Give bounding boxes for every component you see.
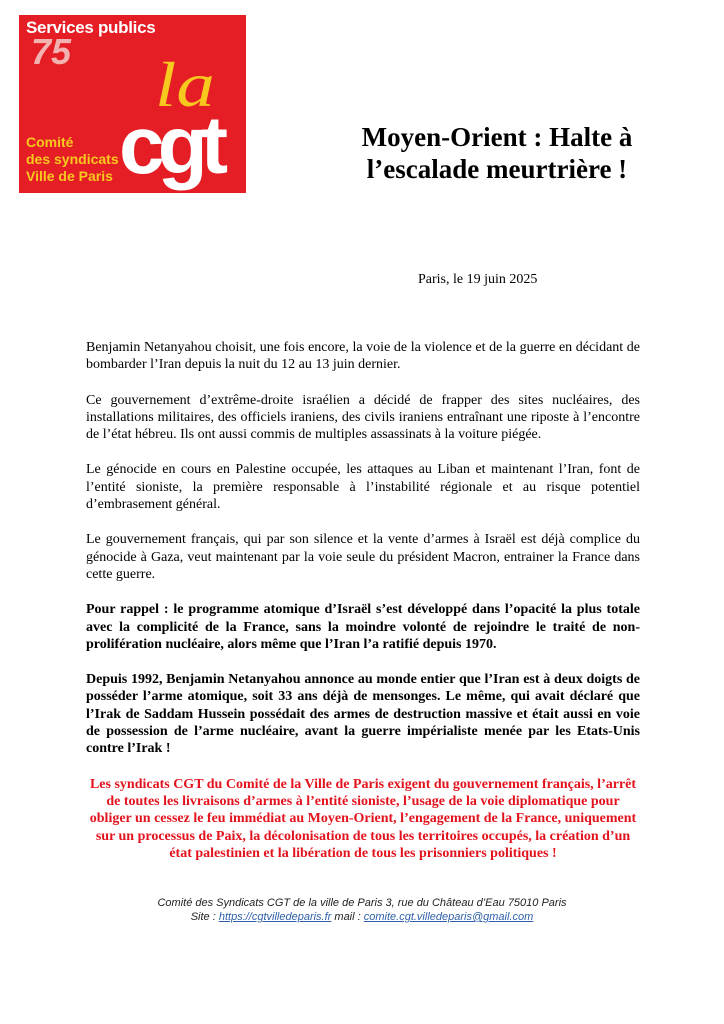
title-line: Moyen-Orient : Halte à [361, 122, 633, 152]
logo-la: la [155, 49, 215, 120]
paragraph-genocide: Le génocide en cours en Palestine occupée, les attaques au Liban et maintenant l’Iran, font de l’entité sioniste, la première responsable à l’instabilité régionale et au risque potentiel d’embrasement général. [86, 462, 640, 513]
paragraph-government: Ce gouvernement d’extrême-droite israélien a décidé de frapper des sites nucléaires, des installations militaires, des officiels iraniens, des civils iraniens entraînant une riposte à l’encontre de l’état hébreu. Ils ont aussi commis de multiples assassinats à la voiture piégée. [86, 392, 640, 443]
title-line: l’escalade meurtrière ! [366, 154, 628, 184]
logo-subtitle-line: Ville de Paris [26, 168, 113, 184]
date-line: Paris, le 19 juin 2025 [418, 272, 538, 287]
logo-cgt: cgt [119, 100, 221, 191]
logo-number: 75 [31, 31, 72, 72]
logo-subtitle [26, 134, 119, 185]
paragraph-french-government: Le gouvernement français, qui par son silence et la vente d’armes à Israël est déjà complice du génocide à Gaza, veut maintenant par la voie seule du président Macron, entrainer la France dans cette guerre. [86, 532, 640, 582]
paragraph-demands: Les syndicats CGT du Comité de la Ville de Paris exigent du gouvernement français, l’arrêt de toutes les livraisons d’armes à l’entité sioniste, l’usage de la voie diplomatique pour obliger un cessez le feu immédiat au Moyen-Orient, l’engagement de la France, uniquement sur un processus de Paix, la décolonisation de tous les territoires occupés, la création d’un état palestinien et la libération de tous les prisonniers politiques ! [89, 776, 637, 861]
logo-subtitle-line: Comité [26, 134, 74, 150]
page-title [300, 121, 694, 185]
document-body [86, 339, 640, 880]
footer-site-link[interactable]: https://cgtvilledeparis.fr [218, 911, 332, 923]
footer-contact [0, 910, 724, 924]
paragraph-reminder: Pour rappel : le programme atomique d’Israël s’est développé dans l’opacité la plus totale avec la complicité de la France, sans la moindre volonté de rejoindre le traité de non-prolifération nucléaire, alors même que l’Iran l’a ratifié depuis 1970. [86, 602, 640, 652]
paragraph-since-1992: Depuis 1992, Benjamin Netanyahou annonce au monde entier que l’Iran est à deux doigts de posséder l’arme atomique, soit 33 ans déjà de mensonges. Le même, qui avait déclaré que l’Irak de Saddam Hussein possédait des armes de destruction massive et était aussi en voie de possession de l’arme nucléaire, avant la guerre impérialiste menée par les Etats-Unis contre l’Irak ! [86, 672, 640, 757]
footer-mail-link[interactable]: comite.cgt.villedeparis@gmail.com [363, 911, 534, 923]
footer [0, 896, 724, 924]
cgt-logo [19, 15, 246, 193]
paragraph-intro: Benjamin Netanyahou choisit, une fois encore, la voie de la violence et de la guerre en décidant de bombarder l’Iran depuis la nuit du 12 au 13 juin dernier. [86, 340, 640, 373]
footer-address: Comité des Syndicats CGT de la ville de Paris 3, rue du Château d’Eau 75010 Paris [157, 897, 567, 909]
logo-subtitle-line: des syndicats [26, 151, 119, 167]
logo-header: Services publics [26, 18, 156, 37]
footer-mail-label: mail : [331, 911, 364, 923]
footer-site-label: Site : [190, 911, 219, 923]
